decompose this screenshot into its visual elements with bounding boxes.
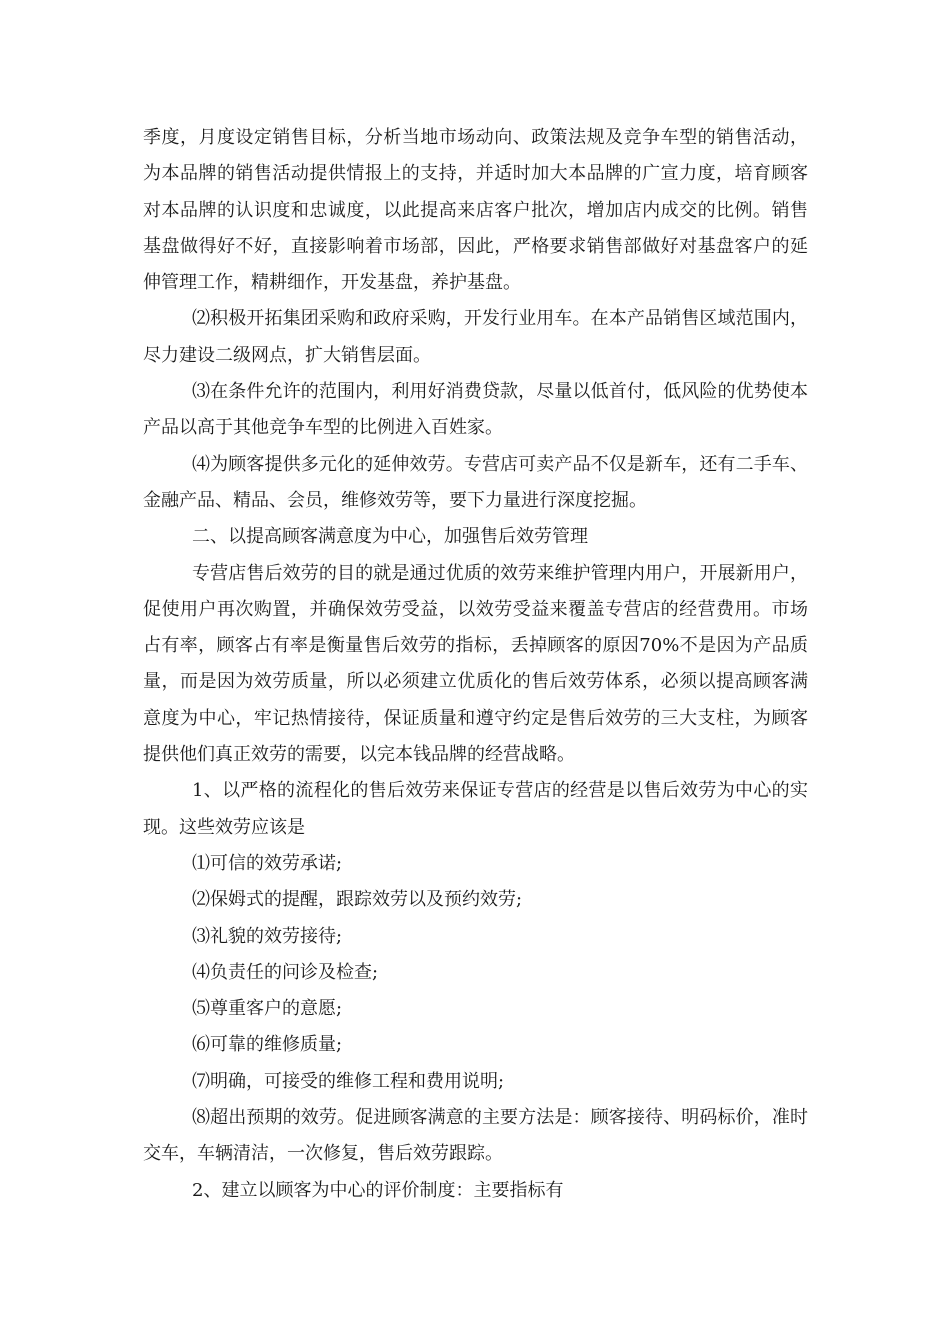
section-heading: 二、以提高顾客满意度为中心，加强售后效劳管理	[192, 526, 588, 548]
document-body	[143, 120, 808, 1209]
paragraph: 2、建立以顾客为中心的评价制度：主要指标有	[192, 1179, 564, 1201]
list-item: ⑵保姆式的提醒，跟踪效劳以及预约效劳;	[192, 889, 523, 911]
paragraph: 专营店售后效劳的目的就是通过优质的效劳来维护管理内用户，开展新用户，促使用户再次购置，并确保效劳受益，以效劳受益来覆盖专营店的经营费用。市场占有率，顾客占有率是衡量售后效劳的指标，丢掉顾客的原因70%不是因为产品质量，而是因为效劳质量，所以必须建立优质化的售后效劳体系，必须以提高顾客满意度为中心，牢记热情接待，保证质量和遵守约定是售后效劳的三大支柱，为顾客提供他们真正效劳的需要，以完本钱品牌的经营战略。	[143, 562, 808, 766]
list-item: ⑸尊重客户的意愿;	[192, 998, 343, 1020]
paragraph: ⑷为顾客提供多元化的延伸效劳。专营店可卖产品不仅是新车，还有二手车、金融产品、精品、会员，维修效劳等，要下力量进行深度挖掘。	[143, 453, 808, 511]
list-item: ⑶礼貌的效劳接待;	[192, 925, 343, 947]
list-item: ⑺明确，可接受的维修工程和费用说明;	[192, 1070, 505, 1092]
list-item: ⑷负责任的问诊及检查;	[192, 961, 379, 983]
list-item: ⑹可靠的维修质量;	[192, 1034, 343, 1056]
paragraph: ⑶在条件允许的范围内，利用好消费贷款，尽量以低首付，低风险的优势使本产品以高于其他竞争车型的比例进入百姓家。	[143, 381, 808, 439]
list-item: ⑴可信的效劳承诺;	[192, 852, 343, 874]
paragraph: 1、以严格的流程化的售后效劳来保证专营店的经营是以售后效劳为中心的实现。这些效劳应该是	[143, 780, 808, 838]
paragraph: 季度，月度设定销售目标，分析当地市场动向、政策法规及竞争车型的销售活动，为本品牌的销售活动提供情报上的支持，并适时加大本品牌的广宣力度，培育顾客对本品牌的认识度和忠诚度，以此提高来店客户批次，增加店内成交的比例。销售基盘做得好不好，直接影响着市场部，因此，严格要求销售部做好对基盘客户的延伸管理工作，精耕细作，开发基盘，养护基盘。	[143, 127, 808, 294]
list-item: ⑻超出预期的效劳。促进顾客满意的主要方法是：顾客接待、明码标价，准时交车，车辆清洁，一次修复，售后效劳跟踪。	[143, 1107, 808, 1165]
paragraph: ⑵积极开拓集团采购和政府采购，开发行业用车。在本产品销售区域范围内，尽力建设二级网点，扩大销售层面。	[143, 308, 808, 366]
